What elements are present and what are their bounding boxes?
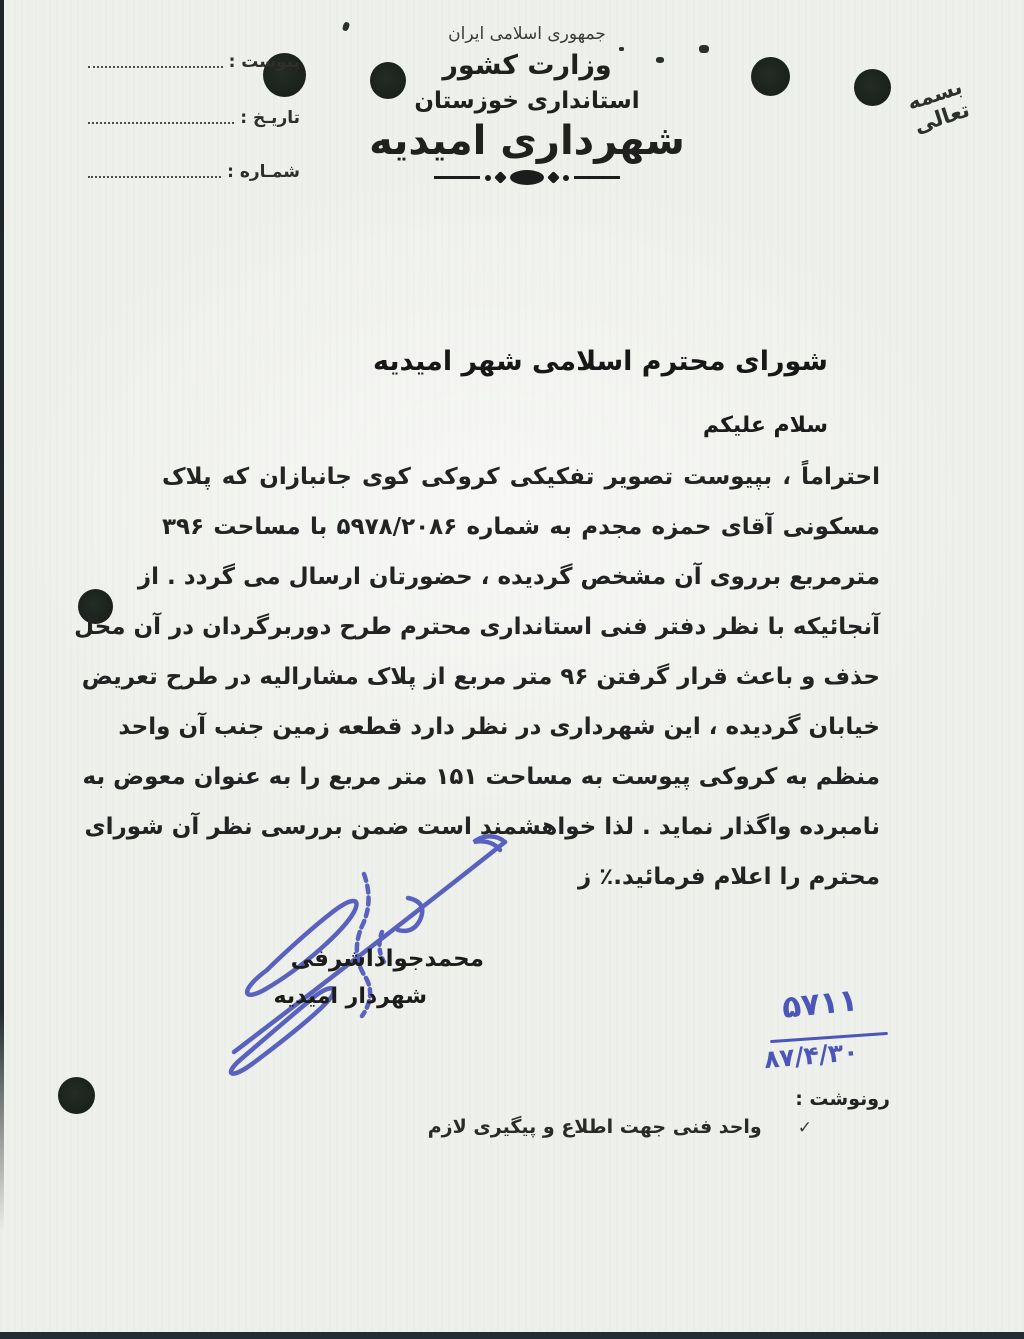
cc-item-row <box>428 1116 812 1138</box>
letter-body-line: نامبرده واگذار نماید . لذا خواهشمند است ضمن بررسی نظر آن شورای <box>84 814 880 840</box>
letter-body-line: احتراماً ، بپیوست تصویر تفکیکی کروکی کوی جانبازان که پلاک <box>162 464 880 490</box>
ornament-line <box>434 176 480 179</box>
letter-body-line: مترمربع برروی آن مشخص گردیده ، حضورتان ارسال می گردد . از <box>137 564 880 590</box>
ornament-dot <box>563 175 569 181</box>
letter-body-line: آنجائیکه با نظر دفتر فنی استانداری محترم طرح دوربرگردان در آن محل <box>74 614 880 640</box>
letter-body-line: مسکونی آقای حمزه مجدم به شماره ۵۹۷۸/۲۰۸۶ با مساحت ۳۹۶ <box>162 514 881 540</box>
letter-body-line: خیابان گردیده ، این شهرداری در نظر دارد قطعه زمین جنب آن واحد <box>118 714 880 740</box>
scan-edge-bottom <box>0 1332 1024 1339</box>
letter-body-line: محترم را اعلام فرمائید.٪ ز <box>577 864 880 890</box>
letter-body-line: منظم به کروکی پیوست به مساحت ۱۵۱ متر مربع را به عنوان معوض به <box>82 764 880 790</box>
letterhead-divider-ornament <box>422 170 632 185</box>
reference-field-dotted-line <box>88 162 221 178</box>
cc-item-text: واحد فنی جهت اطلاع و پیگیری لازم <box>427 1116 762 1138</box>
cc-label: رونوشت : <box>795 1088 890 1110</box>
signer-title: شهردار امیدیه <box>273 984 427 1009</box>
ornament-ellipse <box>510 170 544 185</box>
punch-hole <box>58 1077 95 1114</box>
scan-edge-left <box>0 0 4 1232</box>
letter-recipient-heading: شورای محترم اسلامی شهر امیدیه <box>372 346 828 377</box>
reference-field-label: تاریـخ : <box>240 108 300 128</box>
reference-field-label: شمـاره : <box>227 162 300 182</box>
ornament-dot <box>485 175 491 181</box>
letter-body-line: حذف و باعث قرار گرفتن ۹۶ متر مربع از پلاک مشارالیه در طرح تعریض <box>81 664 880 690</box>
reference-field-dotted-line <box>88 108 234 124</box>
letterhead-municipality: شهرداری امیدیه <box>369 118 685 164</box>
signer-name: محمدجواداشرفی <box>290 946 484 972</box>
handwritten-number: ۵۷۱۱ <box>780 982 860 1026</box>
reference-field-row <box>88 108 300 128</box>
reference-field-row <box>88 162 300 182</box>
signature-ink <box>212 812 542 1077</box>
reference-field-dotted-line <box>88 52 223 68</box>
reference-field-row <box>88 52 300 72</box>
ornament-diamond <box>547 171 560 184</box>
handwritten-date: ۸۷/۴/۳۰ <box>762 1036 860 1075</box>
letterhead-province: استانداری خوزستان <box>414 88 640 114</box>
letterhead <box>322 24 732 185</box>
letterhead-ministry: وزارت کشور <box>442 50 612 81</box>
letter-salutation: سلام علیکم <box>702 413 828 438</box>
checkmark-icon: ✓ <box>797 1118 812 1138</box>
letterhead-country: جمهوری اسلامی ایران <box>448 24 606 44</box>
reference-field-label: پیوست : <box>228 52 300 72</box>
ornament-diamond <box>494 171 507 184</box>
ornament-line <box>574 176 620 179</box>
punch-hole <box>751 57 790 96</box>
bismillah-calligraphy: بسمه تعالی <box>904 74 973 138</box>
